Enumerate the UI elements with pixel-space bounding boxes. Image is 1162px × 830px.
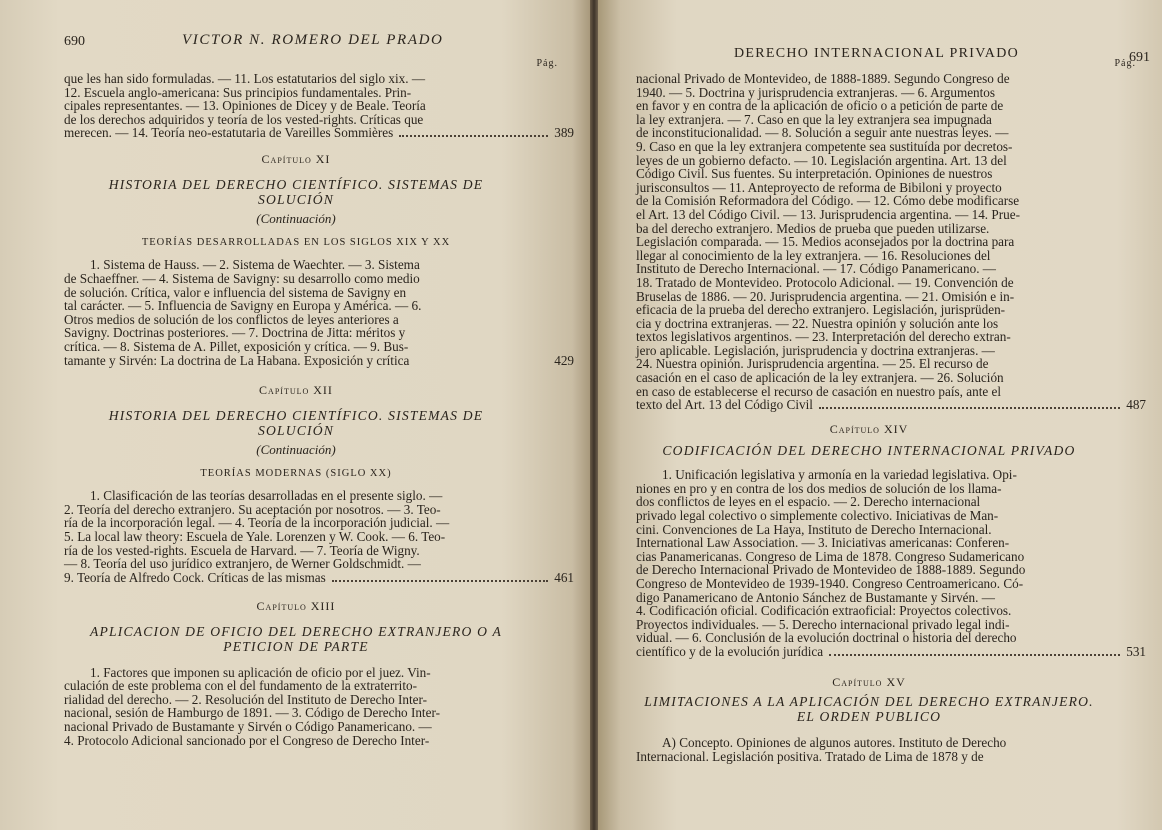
running-head-title: VICTOR N. ROMERO DEL PRADO [182, 32, 444, 48]
text-line: 24. Nuestra opinión. Jurisprudencia argentina. — 25. El recurso de [636, 356, 989, 372]
text-line: leyes de un gobierno defacto. — 10. Legislación argentina. Art. 13 del [636, 152, 1007, 168]
text-line: la ley extranjera. — 7. Caso en que la ley extranjera sea impugnada [636, 111, 992, 127]
text-line: crítica. — 8. Sistema de A. Pillet, exposición y crítica. — 9. Bus- [64, 338, 409, 354]
book-gutter [590, 0, 598, 830]
text-line: Internacional. Legislación positiva. Tratado de Lima de 1878 y de [636, 748, 984, 764]
dot-leader [819, 407, 1120, 409]
chapter-summary [636, 467, 1146, 659]
text-line: A) Concepto. Opiniones de algunos autores. Instituto de Derecho [662, 734, 1007, 750]
text-line: 12. Escuela anglo-americana: Sus principios fundamentales. Prin- [64, 84, 412, 100]
text-line: merecen. — 14. Teoría neo-estatutaria de Vareilles Sommières [64, 125, 394, 141]
section-subheading: TEORÍAS MODERNAS (SIGLO XX) [200, 468, 392, 480]
text-line: Congreso de Montevideo de 1939-1940. Congreso Centroamericano. Có- [636, 576, 1024, 591]
text-line: ría de la incorporación legal. — 4. Teoría de la incorporación judicial. — [64, 515, 450, 531]
page-number: 690 [64, 34, 85, 49]
text-line: Instituto de Derecho Internacional. — 17. Código Panamericano. — [636, 261, 996, 277]
text-line: de la Comisión Reformadora del Código. — 12. Cómo debe modificarse [636, 193, 1020, 209]
text-line: 9. Teoría de Alfredo Cock. Críticas de las mismas [64, 569, 326, 585]
chapter-label: Capítulo XII [259, 383, 333, 398]
dot-leader [399, 135, 548, 137]
toc-entry-last-line [64, 352, 574, 368]
opening-paragraph [636, 71, 1146, 413]
text-line: 18. Tratado de Montevideo. Protocolo Adicional. — 19. Convención de [636, 274, 1014, 290]
chapter-summary [64, 257, 574, 368]
text-line: privado legal colectivo o simplemente colectivo. Iniciativas de Man- [636, 508, 999, 524]
text-line: de Schaeffner. — 4. Sistema de Savigny: su desarrollo como medio [64, 270, 420, 286]
text-line: 2. Teoría del derecho extranjero. Su aceptación por nosotros. — 3. Teo- [64, 501, 441, 517]
text-line: textos legislativos argentinos. — 23. Interpretación del derecho extran- [636, 329, 1011, 345]
chapter-title: LIMITACIONES A LA APLICACIÓN DEL DERECHO EXTRANJERO. EL ORDEN PUBLICO [644, 693, 1094, 724]
text-line: 1. Sistema de Hauss. — 2. Sistema de Waechter. — 3. Sistema [90, 257, 420, 273]
chapter-title: CODIFICACIÓN DEL DERECHO INTERNACIONAL PRIVADO [662, 443, 1076, 459]
chapter-summary [64, 666, 528, 748]
text-line: ría de los vested-rights. Escuela de Harvard. — 7. Teoría de Wigny. [64, 542, 420, 558]
text-line: 5. La local law theory: Escuela de Yale. Lorenzen y W. Cook. — 6. Teo- [64, 528, 446, 544]
text-line: 1. Factores que imponen su aplicación de oficio por el juez. Vin- [90, 664, 431, 680]
chapter-continuation: (Continuación) [256, 211, 336, 227]
text-line: ba del derecho extranjero. Medios de prueba que pueden utilizarse. [636, 220, 990, 236]
text-line: vidual. — 6. Conclusión de la evolución doctrinal o historia del derecho [636, 630, 1017, 646]
text-line: 4. Protocolo Adicional sancionado por el Congreso de Derecho Inter- [64, 732, 430, 748]
text-line: de Derecho Internacional Privado de Montevideo de 1888-1889. Segundo [636, 562, 1026, 578]
text-line: de inconstitucionalidad. — 8. Solución a seguir ante nuestras leyes. — [636, 125, 1009, 141]
dot-leader [829, 654, 1120, 656]
text-line: digo Panamericano de Antonio Sánchez de Bustamante y Sirvén. — [636, 589, 995, 605]
text-line: jero aplicable. Legislación, jurisprudencia y doctrina extranjeras. — [636, 342, 995, 358]
text-line: científico y de la evolución jurídica [636, 643, 824, 659]
text-line: 1. Clasificación de las teorías desarrolladas en el presente siglo. — [90, 488, 443, 504]
text-line: nacional Privado de Montevideo, de 1888-1889. Segundo Congreso de [636, 71, 1010, 86]
chapter-summary [636, 736, 1102, 763]
text-line: en caso de establecerse el recurso de casación en nuestro país, ante el [636, 383, 1002, 399]
text-line: — 8. Teoría del uso jurídico extranjero, de Werner Goldschmidt. — [64, 556, 421, 572]
text-line: International Law Association. — 3. Iniciativas americanas: Conferen- [636, 535, 1010, 551]
chapter-summary [64, 488, 574, 585]
toc-page-number: 531 [1126, 643, 1146, 659]
toc-entry-last-line [636, 643, 1146, 659]
chapter-title: HISTORIA DEL DERECHO CIENTÍFICO. SISTEMAS DE SOLUCIÓN [108, 177, 484, 208]
toc-page-number: 389 [554, 125, 574, 141]
chapter-continuation: (Continuación) [256, 442, 336, 458]
page-number: 691 [1129, 50, 1150, 65]
text-line: cias Panamericanas. Congreso de Lima de 1878. Congreso Sudamericano [636, 548, 1025, 564]
left-running-header [64, 30, 528, 52]
text-line: tamante y Sirvén: La doctrina de La Habana. Exposición y crítica [64, 352, 410, 368]
text-line: en favor y en contra de la aplicación de oficio o a petición de parte de [636, 98, 1004, 114]
toc-entry-last-line [636, 397, 1146, 413]
text-line: rialidad del derecho. — 2. Resolución del Instituto de Derecho Inter- [64, 691, 428, 707]
pag-label: Pág. [1114, 58, 1136, 69]
pag-label: Pág. [536, 58, 558, 69]
toc-page-number: 487 [1126, 397, 1146, 413]
text-line: culación de este problema con el del fundamento de la extraterrito- [64, 678, 417, 694]
toc-entry-last-line [64, 125, 574, 141]
toc-entry-last-line [64, 569, 574, 585]
text-line: llegar al conocimiento de la ley extranjera. — 16. Resoluciones del [636, 247, 991, 263]
text-line: tal carácter. — 5. Influencia de Savigny en Europa y América. — 6. [64, 298, 422, 314]
chapter-label: Capítulo XV [832, 674, 906, 689]
text-line: Código Civil. Sus fuentes. Su interpretación. Opiniones de nuestros [636, 166, 993, 182]
chapter-label: Capítulo XIV [829, 422, 909, 437]
text-line: eficacia de la prueba del derecho extranjero. Legislación, jurisprüden- [636, 302, 1006, 318]
text-line: 1940. — 5. Doctrina y jurisprudencia extranjeras. — 6. Argumentos [636, 84, 996, 100]
text-line: nacional Privado de Bustamante y Sirvén o Código Panamericano. — [64, 719, 432, 735]
text-line: nacional, sesión de Hamburgo de 1891. — 3. Código de Derecho Inter- [64, 705, 440, 721]
opening-paragraph [64, 71, 574, 141]
text-line: cipales representantes. — 13. Opiniones de Dicey y de Beale. Teoría [64, 98, 426, 114]
text-line: niones en pro y en contra de los dos medios de solución de los llama- [636, 480, 1002, 496]
text-line: Legislación comparada. — 15. Medios aconsejados por la doctrina para [636, 234, 1015, 250]
text-line: casación en el caso de aplicación de la ley extranjera. — 26. Solución [636, 370, 1004, 386]
text-line: Proyectos individuales. — 5. Derecho internacional privado legal indi- [636, 616, 1010, 632]
toc-page-number: 429 [554, 352, 574, 368]
text-line: que les han sido formuladas. — 11. Los estatutarios del siglo xix. — [64, 71, 426, 86]
text-line: 9. Caso en que la ley extranjera competente sea sustituída por decretos- [636, 138, 1013, 154]
section-subheading: TEORÍAS DESARROLLADAS EN LOS SIGLOS XIX Y XX [141, 237, 451, 249]
text-line: cia y doctrina extranjeras. — 22. Nuestra opinión y solución ante los [636, 315, 999, 331]
text-line: de los derechos adquiridos y teoría de los vested-rights. Críticas que [64, 111, 424, 127]
text-line: cini. Convenciones de La Haya, Instituto de Derecho Internacional. [636, 521, 992, 537]
text-line: Otros medios de solución de los conflictos de leyes anteriores a [64, 311, 399, 327]
right-page [598, 0, 1162, 830]
text-line: jurisconsultos — 11. Anteproyecto de reforma de Bibiloni y proyecto [636, 179, 1002, 195]
text-line: texto del Art. 13 del Código Civil [636, 397, 813, 413]
chapter-title: HISTORIA DEL DERECHO CIENTÍFICO. SISTEMAS DE SOLUCIÓN [108, 408, 484, 439]
text-line: de solución. Crítica, valor e influencia del sistema de Savigny en [64, 284, 407, 300]
text-line: 4. Codificación oficial. Codificación extraoficial: Proyectos colectivos. [636, 603, 1012, 619]
running-head-title: DERECHO INTERNACIONAL PRIVADO [734, 46, 1020, 61]
chapter-label: Capítulo XIII [256, 598, 336, 613]
text-line: Savigny. Doctrinas posteriores. — 7. Doctrina de Jitta: méritos y [64, 325, 406, 341]
toc-page-number: 461 [554, 569, 574, 585]
chapter-label: Capítulo XI [261, 152, 331, 167]
text-line: Bruselas de 1886. — 20. Jurisprudencia argentina. — 21. Omisión e in- [636, 288, 1015, 304]
dot-leader [332, 580, 548, 582]
text-line: dos conflictos de leyes en el espacio. — 2. Derecho internacional [636, 494, 981, 510]
chapter-title: APLICACION DE OFICIO DEL DERECHO EXTRANJERO O A PETICION DE PARTE [90, 623, 502, 654]
text-line: 1. Unificación legislativa y armonía en la variedad legislativa. Opi- [662, 467, 1017, 483]
text-line: el Art. 13 del Código Civil. — 13. Jurisprudencia argentina. — 14. Prue- [636, 206, 1020, 222]
